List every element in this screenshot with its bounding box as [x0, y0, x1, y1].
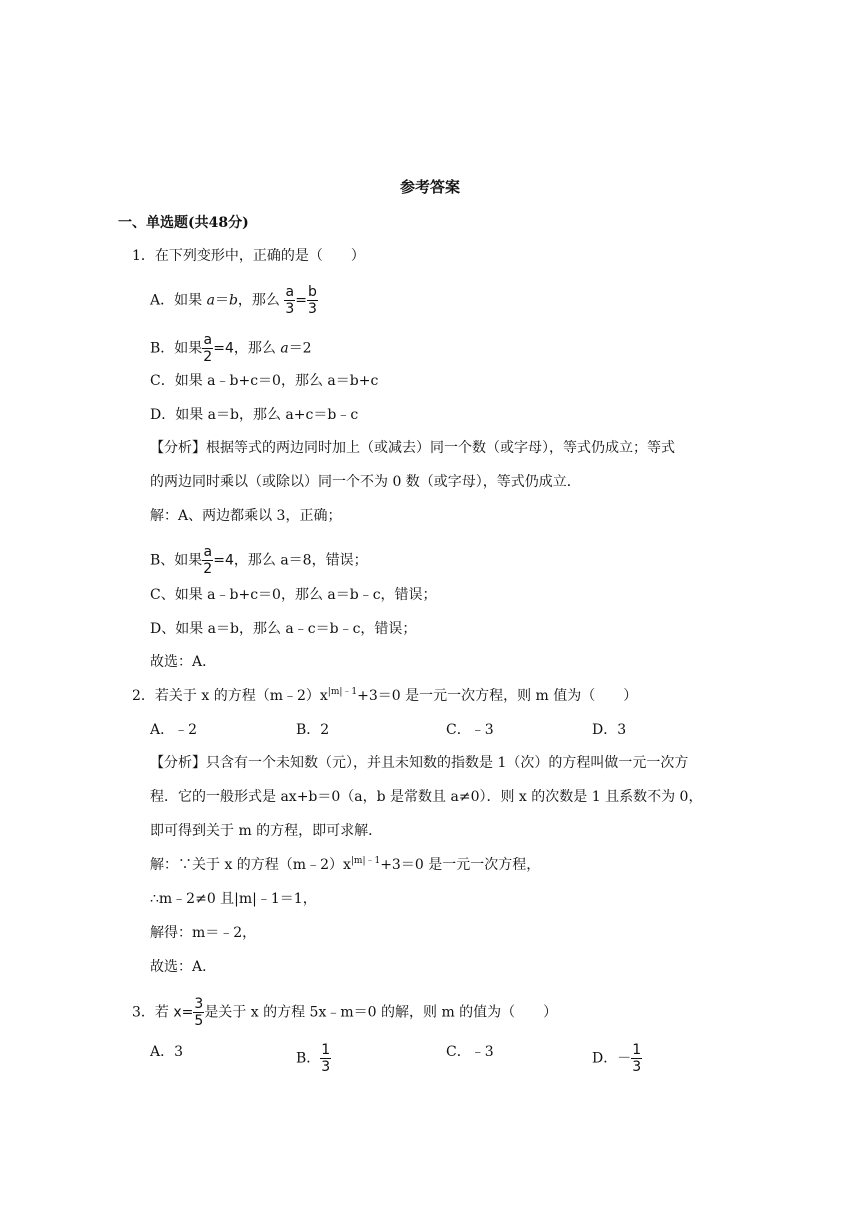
page-title: 参考答案: [399, 178, 460, 196]
q1-stem: 1．在下列变形中，正确的是（ ）: [132, 248, 365, 264]
q2-option-b: B．2: [296, 722, 330, 738]
q2-solution-line-3: 解得：m＝﹣2，: [150, 925, 257, 941]
q3-stem: 3．若 x= $\frac{3}{5}$ 是关于 x 的方程 5x﹣m＝0 的解，则 m 的值为（ ）: [132, 996, 558, 1029]
fraction-1-over-3: $\frac{1}{3}$: [632, 1042, 642, 1075]
q3-option-d: D．－ $\frac{1}{3}$: [592, 1042, 642, 1075]
q1-option-a: A．如果 a＝b，那么 $\frac{a}{3}$ = $\frac{b}{3}$: [150, 284, 317, 317]
q2-stem: 2．若关于 x 的方程$(m﹣2)x^{|m|﹣1}+3=0$ 是一元一次方程，则 m 值为（ ）: [132, 687, 638, 704]
q1-solution-line-4: D、如果 a＝b，那么 a﹣c＝b﹣c，错误；: [150, 621, 417, 637]
q2-analysis-line-1: 【分析】只含有一个未知数（元），并且未知数的指数是 1（次）的方程叫做一元一次方: [150, 755, 689, 771]
fraction-1-over-3: $\frac{1}{3}$: [321, 1042, 331, 1075]
q1-solution-line-3: C、如果 a﹣b+c＝0，那么 a＝b﹣c，错误；: [150, 587, 437, 603]
q2-analysis-line-3: 即可得到关于 m 的方程，即可求解．: [150, 823, 383, 839]
q3-option-c: C．﹣3: [446, 1044, 494, 1060]
q3-option-b: B． $\frac{1}{3}$: [296, 1042, 331, 1075]
q2-option-d: D．3: [592, 722, 627, 738]
q3-option-a: A．3: [150, 1044, 184, 1060]
q2-solution-line-1: 解：∵关于 x 的方程$(m﹣2)x^{|m|﹣1}+3=0$ 是一元一次方程，: [150, 856, 541, 873]
fraction-a-over-2: $\frac{a}{2}$: [203, 544, 213, 577]
q2-option-a: A．﹣2: [150, 722, 198, 738]
q2-analysis-line-2: 程．它的一般形式是 ax+b＝0（a，b 是常数且 a≠0）．则 x 的次数是 1 且系数不为 0，: [150, 789, 703, 805]
fraction-3-over-5: $\frac{3}{5}$: [194, 996, 204, 1029]
q2-solution-line-2: ∴m﹣2≠0 且|m|﹣1＝1，: [150, 891, 317, 907]
var-b: b: [228, 292, 238, 309]
fraction-a-over-3: $\frac{a}{3}$: [285, 284, 295, 317]
q1-solution-line-1: 解：A、两边都乘以 3，正确；: [150, 508, 342, 524]
q1-option-d: D．如果 a＝b，那么 a+c＝b﹣c: [150, 407, 359, 423]
q1-choice: 故选：A．: [150, 654, 217, 670]
q2-option-c: C．﹣3: [446, 722, 494, 738]
q1-option-c: C．如果 a﹣b+c＝0，那么 a＝b+c: [150, 373, 379, 389]
fraction-a-over-2: $\frac{a}{2}$: [203, 332, 213, 365]
var-a: a: [206, 292, 215, 309]
q1-analysis-line-1: 【分析】根据等式的两边同时加上（或减去）同一个数（或字母），等式仍成立；等式: [150, 440, 675, 456]
q2-choice: 故选：A．: [150, 959, 217, 975]
fraction-b-over-3: $\frac{b}{3}$: [308, 284, 317, 317]
section-heading: 一、单选题(共48分): [118, 215, 249, 231]
q1-solution-line-2: B、如果 $\frac{a}{2}$ =4，那么 a＝8，错误；: [150, 544, 368, 577]
q1-option-b: B．如果 $\frac{a}{2}$ =4，那么 a＝2: [150, 332, 312, 365]
q1-analysis-line-2: 的两边同时乘以（或除以）同一个不为 0 数（或字母），等式仍成立．: [150, 474, 581, 490]
